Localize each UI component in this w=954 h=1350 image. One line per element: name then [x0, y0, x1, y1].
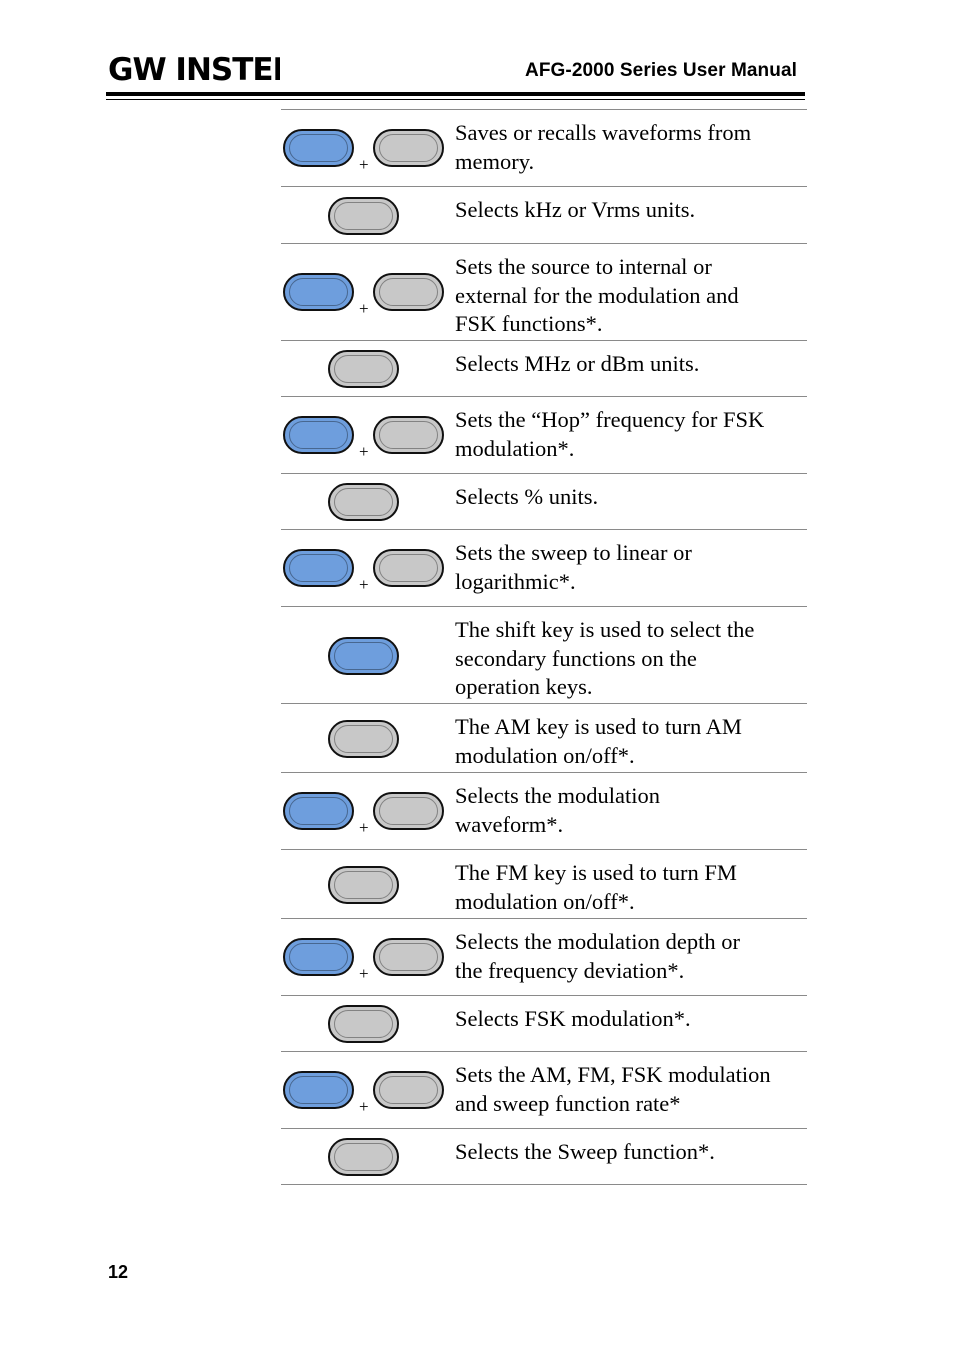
plus-sign: + [359, 575, 369, 594]
table-row [281, 704, 807, 773]
shift-key-button[interactable] [283, 938, 354, 976]
shift-key-button[interactable] [283, 1071, 354, 1109]
key-description: Selects kHz or Vrms units. [455, 197, 696, 222]
gw-instek-logo [108, 52, 280, 86]
header-rule-thick [106, 92, 805, 96]
plus-sign: + [359, 155, 369, 174]
function-key-button[interactable] [373, 273, 444, 311]
key-description: The FM key is used to turn FM modulation on/off*. [455, 860, 737, 914]
gw-instek-logo-icon [108, 52, 280, 86]
key-description: Selects the Sweep function*. [455, 1139, 715, 1164]
key-cell [281, 773, 453, 849]
key-description: Selects FSK modulation*. [455, 1006, 691, 1031]
table-row [281, 850, 807, 919]
function-key-button[interactable] [328, 1138, 399, 1176]
key-cell [281, 996, 453, 1051]
shift-key-button[interactable] [283, 129, 354, 167]
key-cell [281, 187, 453, 243]
key-cell [281, 530, 453, 606]
page-number: 12 [108, 1262, 129, 1282]
function-key-button[interactable] [373, 1071, 444, 1109]
function-key-button[interactable] [373, 416, 444, 454]
key-description: The AM key is used to turn AM modulation on/off*. [455, 714, 742, 768]
key-cell [281, 474, 453, 529]
key-description: The shift key is used to select the secondary functions on the operation keys. [455, 617, 755, 699]
function-key-button[interactable] [373, 938, 444, 976]
table-row [281, 110, 807, 187]
key-cell [281, 607, 453, 703]
keys-table [281, 109, 807, 1185]
shift-key-button[interactable] [283, 792, 354, 830]
key-description: Selects MHz or dBm units. [455, 351, 700, 376]
function-key-button[interactable] [373, 549, 444, 587]
table-row [281, 341, 807, 397]
key-cell [281, 341, 453, 396]
key-description: Sets the sweep to linear or logarithmic*. [455, 540, 692, 594]
table-row [281, 996, 807, 1052]
key-description: Sets the source to internal or external for the modulation and FSK functions*. [455, 254, 739, 336]
logo-text: GW INSTEK [108, 52, 280, 86]
plus-sign: + [359, 818, 369, 837]
table-row [281, 919, 807, 996]
manual-title: AFG-2000 Series User Manual [525, 60, 797, 81]
table-row [281, 397, 807, 474]
plus-sign: + [359, 442, 369, 461]
function-key-button[interactable] [328, 866, 399, 904]
shift-key-button[interactable] [283, 416, 354, 454]
key-cell [281, 397, 453, 473]
key-cell [281, 1052, 453, 1128]
key-description: Saves or recalls waveforms from memory. [455, 120, 752, 174]
table-row [281, 1052, 807, 1129]
table-row [281, 1129, 807, 1185]
function-key-button[interactable] [328, 1005, 399, 1043]
table-row [281, 773, 807, 850]
key-cell [281, 704, 453, 772]
key-cell [281, 244, 453, 340]
table-row [281, 474, 807, 530]
key-cell [281, 110, 453, 186]
shift-key-button[interactable] [328, 637, 399, 675]
key-description: Sets the “Hop” frequency for FSK modulation*. [455, 407, 765, 461]
function-key-button[interactable] [328, 720, 399, 758]
plus-sign: + [359, 1097, 369, 1116]
key-description: Selects the modulation depth or the frequency deviation*. [455, 929, 740, 983]
key-cell [281, 919, 453, 995]
header-rule-thin [106, 99, 805, 100]
function-key-button[interactable] [328, 350, 399, 388]
key-cell [281, 1129, 453, 1184]
key-description: Sets the AM, FM, FSK modulation and sweep function rate* [455, 1062, 771, 1116]
key-description: Selects % units. [455, 484, 599, 509]
function-key-button[interactable] [373, 792, 444, 830]
plus-sign: + [359, 964, 369, 983]
table-row [281, 530, 807, 607]
shift-key-button[interactable] [283, 273, 354, 311]
function-key-button[interactable] [328, 483, 399, 521]
key-description: Selects the modulation waveform*. [455, 783, 660, 837]
plus-sign: + [359, 299, 369, 318]
function-key-button[interactable] [373, 129, 444, 167]
key-cell [281, 850, 453, 918]
table-row [281, 187, 807, 244]
function-key-button[interactable] [328, 197, 399, 235]
table-row [281, 607, 807, 704]
table-row [281, 244, 807, 341]
shift-key-button[interactable] [283, 549, 354, 587]
